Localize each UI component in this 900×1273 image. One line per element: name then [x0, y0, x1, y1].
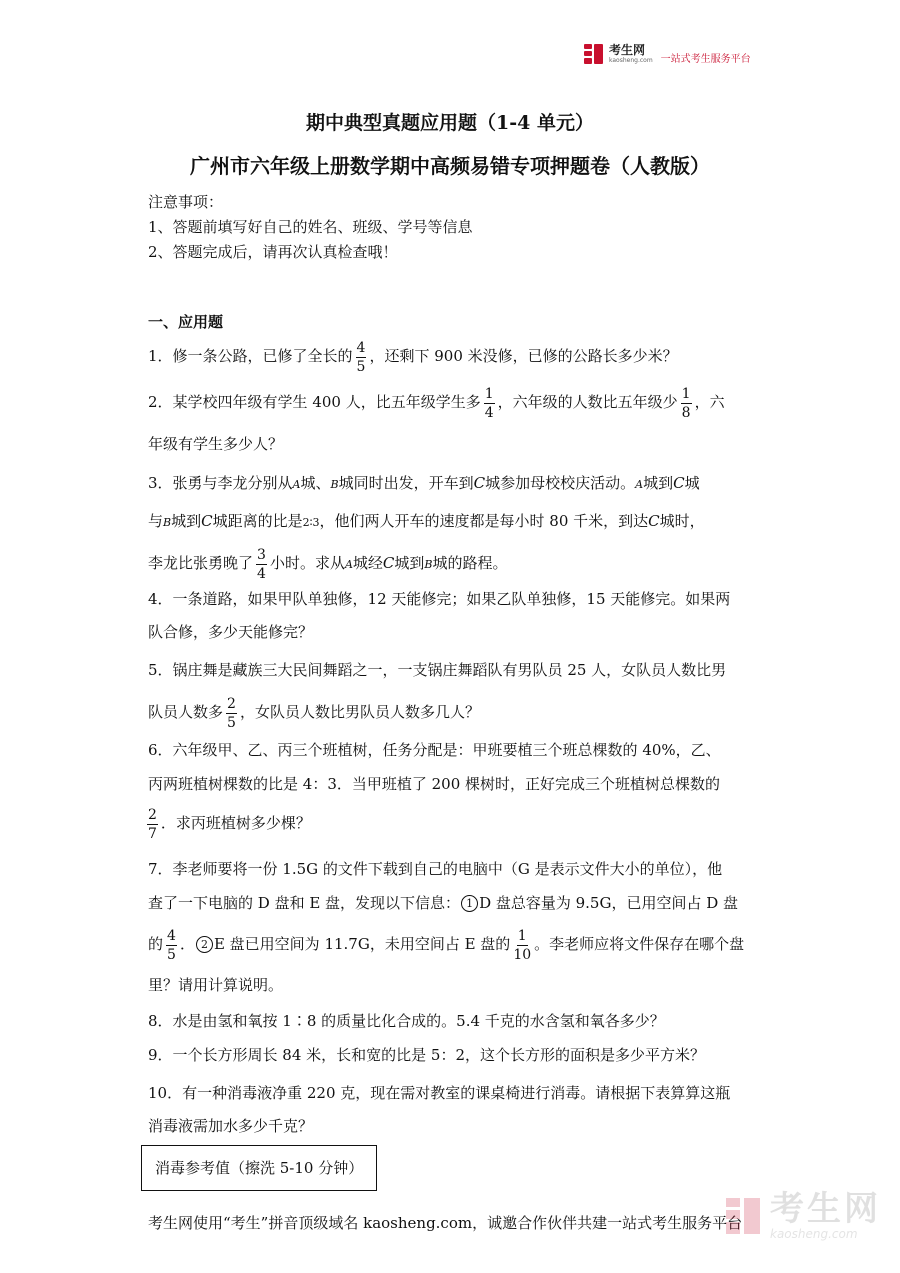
fraction: $\frac{1}{4}$ — [484, 385, 494, 421]
reference-table-box: 消毒参考值（擦洗 5-10 分钟） — [141, 1145, 377, 1191]
section-title: 一、应用题 — [148, 313, 224, 331]
question-3: 3．张勇与李龙分别从A城、B城同时出发，开车到C城参加母校校庆活动。A城到C城 与B城到C城距离的比是2∶3，他们两人开车的速度都是每小时 80 千米，到达C城时， 李龙比张勇晚了 $\frac{3}{4}$ 小时。求从A城经C城到B城的路程。 — [148, 474, 705, 582]
notes-item: 2、答题完成后，请再次认真检查哦！ — [148, 243, 398, 261]
page-subtitle: 广州市六年级上册数学期中高频易错专项押题卷（人教版） — [190, 154, 710, 178]
question-10: 10．有一种消毒液净重 220 克，现在需对教室的课桌椅进行消毒。请根据下表算算这瓶 消毒液需加水多少千克？ — [148, 1084, 731, 1135]
fraction: $\frac{4}{5}$ — [167, 927, 176, 963]
logo-slogan: 一站式考生服务平台 — [660, 53, 751, 65]
fraction: $\frac{3}{4}$ — [257, 546, 266, 582]
header-logo — [582, 42, 751, 66]
question-4: 4．一条道路，如果甲队单独修，12 天能修完；如果乙队单独修，15 天能修完。如果两 队合修，多少天能修完？ — [148, 590, 731, 641]
logo-name: 考生网 — [609, 43, 646, 57]
question-8: 8．水是由氢和氧按 1∶8 的质量比化合成的。5.4 千克的水含氢和氧各多少？ — [148, 1012, 665, 1030]
question-5: 5．锅庄舞是藏族三大民间舞蹈之一，一支锅庄舞蹈队有男队员 25 人，女队员人数比男 队员人数多 $\frac{2}{5}$ ，女队员人数比男队员人数多几人？ — [148, 661, 727, 731]
question-2: 2．某学校四年级有学生 400 人，比五年级学生多 $\frac{1}{4}$ ，六年级的人数比五年级少 $\frac{1}{8}$ ，六 年级有学生多少人？ — [148, 385, 725, 453]
circled-number: 2 — [196, 936, 213, 953]
notes-block — [148, 190, 473, 265]
kaosheng-logo-icon — [582, 42, 606, 66]
footer-text: 考生网使用“考生”拼音顶级域名 kaosheng.com，诚邀合作伙伴共建一站式考生服务平台 — [148, 1214, 743, 1232]
fraction: $\frac{1}{10}$ — [513, 927, 532, 963]
fraction: $\frac{2}{5}$ — [227, 695, 236, 731]
fraction: $\frac{2}{7}$ — [148, 806, 157, 842]
question-6: 6．六年级甲、乙、丙三个班植树，任务分配是：甲班要植三个班总棵数的 40%，乙、 丙两班植树棵数的比是 4：3．当甲班植了 200 棵树时，正好完成三个班植树总棵数的 $\frac{2}{7}$ ．求丙班植树多少棵？ — [148, 741, 721, 842]
question-1: 1．修一条公路，已修了全长的 $\frac{4}{5}$ ，还剩下 900 米没修，已修的公路长多少米？ — [148, 339, 678, 375]
fraction: $\frac{1}{8}$ — [681, 385, 691, 421]
kaosheng-logo-icon — [724, 1194, 764, 1238]
watermark-name: 考生网 — [770, 1189, 881, 1229]
watermark — [724, 1189, 881, 1241]
fraction: $\frac{4}{5}$ — [356, 339, 366, 375]
notes-heading: 注意事项： — [148, 193, 224, 211]
watermark-url: kaosheng.com — [770, 1227, 858, 1241]
notes-item: 1、答题前填写好自己的姓名、班级、学号等信息 — [148, 218, 473, 236]
page-title: 期中典型真题应用题（1-4 单元） — [306, 112, 594, 134]
question-7: 7．李老师要将一份 1.5G 的文件下载到自己的电脑中（G 是表示文件大小的单位），他 查了一下电脑的 D 盘和 E 盘，发现以下信息： 1 D 盘总容量为 9.5G，已用空间占 D 盘 的 $\frac{4}{5}$ ． 2 E 盘已用空间为 11.7G，未用空间占 E 盘的 $\frac{1}{10}$ 。李老师应将文件保存在哪个盘 里？请用计算说明。 — [148, 860, 745, 994]
logo-url: kaosheng.com — [609, 57, 653, 64]
question-9: 9．一个长方形周长 84 米，长和宽的比是 5：2，这个长方形的面积是多少平方米？ — [148, 1046, 706, 1064]
circled-number: 1 — [461, 895, 478, 912]
